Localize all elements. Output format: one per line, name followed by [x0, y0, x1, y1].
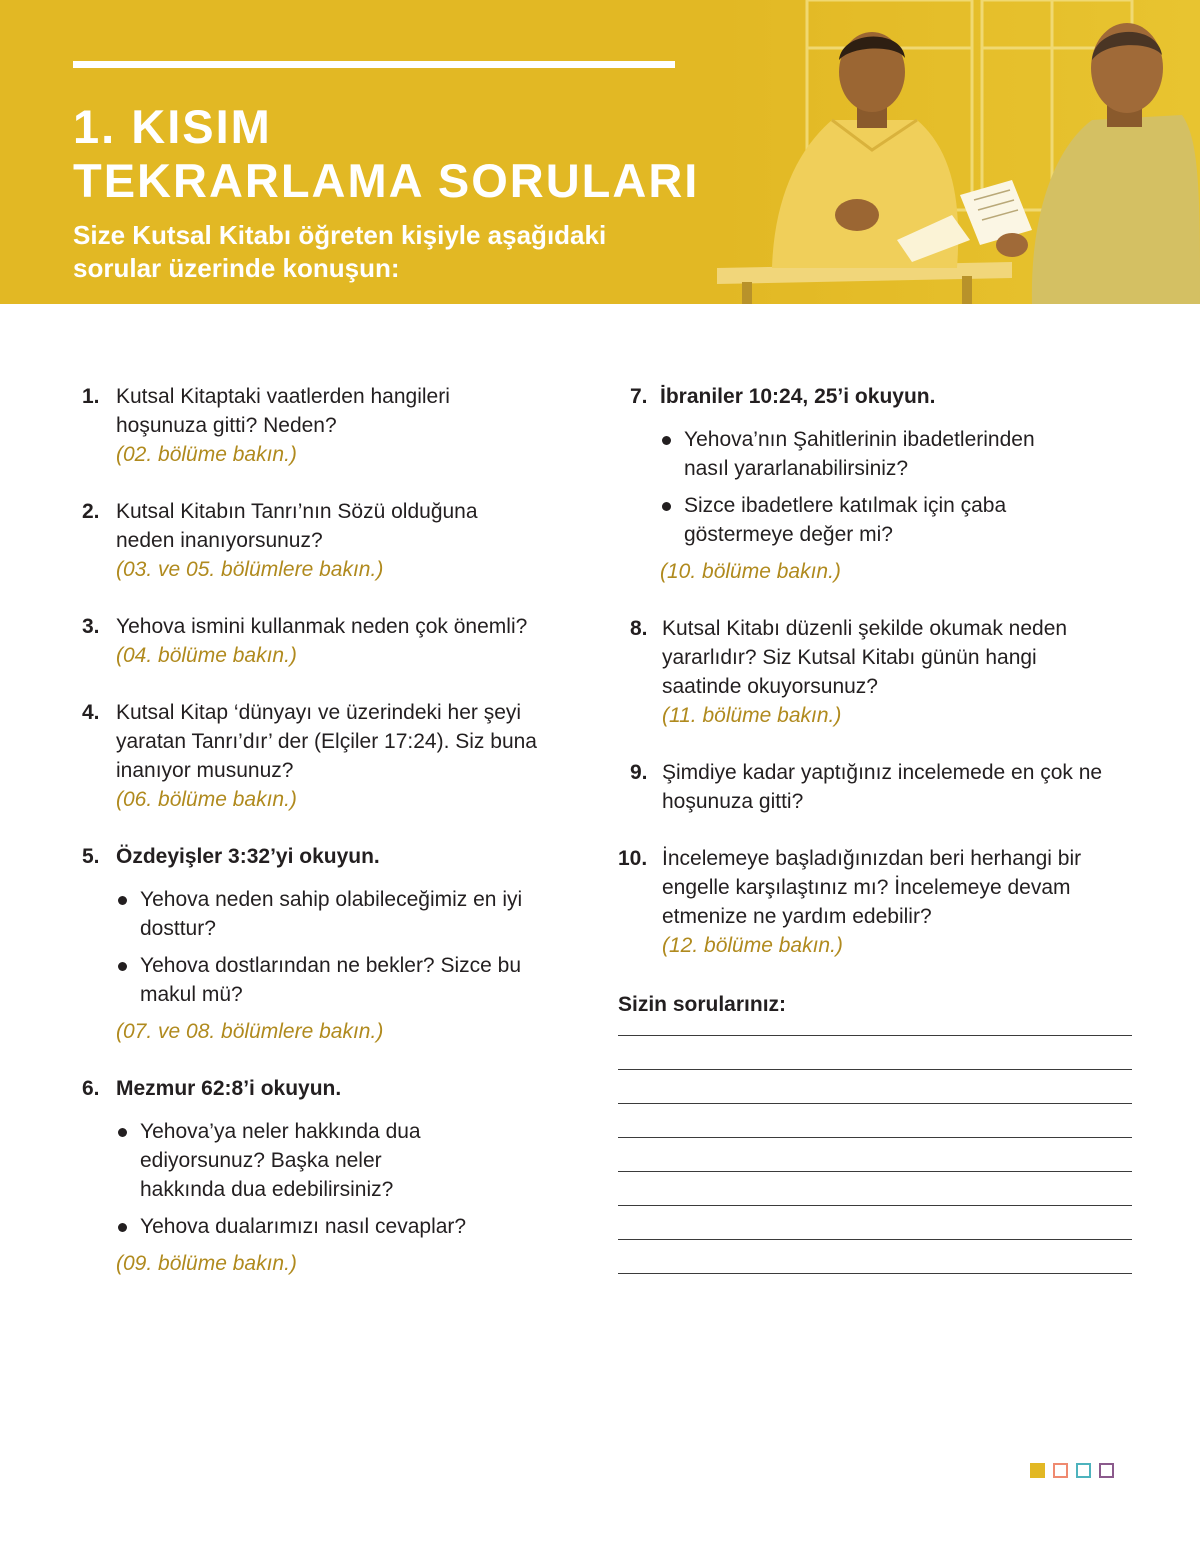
question-reference: (04. bölüme bakın.)	[116, 644, 297, 667]
bullet-item: Yehova’ya neler hakkında dua ediyorsunuz? Başka neler hakkında dua edebilirsiniz?	[116, 1117, 440, 1204]
question-text: Kutsal Kitap ‘dünyayı ve üzerindeki her şeyi yaratan Tanrı’dır’ der (Elçiler 17:24). Siz buna inanıyor musunuz?	[116, 701, 537, 782]
question-5	[82, 842, 582, 1046]
square-outline-icon	[1099, 1463, 1114, 1478]
question-text: Özdeyişler 3:32’yi okuyun.	[116, 845, 380, 868]
question-reference: (12. bölüme bakın.)	[662, 934, 843, 957]
question-number: 10.	[618, 847, 648, 870]
question-7	[618, 382, 1138, 586]
your-questions-title: Sizin sorularınız:	[618, 993, 787, 1016]
question-text: İbraniler 10:24, 25’i okuyun.	[660, 385, 936, 408]
square-outline-icon	[1053, 1463, 1068, 1478]
question-number: 4.	[82, 701, 100, 724]
question-2	[82, 497, 582, 584]
question-text: Kutsal Kitabı düzenli şekilde okumak neden yararlıdır? Siz Kutsal Kitabı günün hangi saatinde okuyorsunuz?	[662, 617, 1068, 698]
writing-line[interactable]	[618, 1273, 1132, 1274]
questions-right-column	[618, 382, 1138, 1274]
writing-line[interactable]	[618, 1103, 1132, 1104]
bullet-item: Yehova dostlarından ne bekler? Sizce bu makul mü?	[116, 951, 582, 1009]
writing-line[interactable]	[618, 1171, 1132, 1172]
page-title	[73, 100, 699, 208]
question-reference: (11. bölüme bakın.)	[662, 704, 842, 727]
question-text: İncelemeye başladığınızdan beri herhangi bir engelle karşılaştınız mı? İncelemeye devam etmenize ne yardım edebilir?	[662, 847, 1082, 928]
your-questions-lines	[618, 1035, 1138, 1274]
question-6	[82, 1074, 582, 1278]
header-banner	[0, 0, 1200, 304]
question-8	[618, 614, 1138, 730]
study-illustration	[712, 0, 1200, 304]
question-1	[82, 382, 582, 469]
progress-squares	[1030, 1463, 1114, 1478]
question-reference: (03. ve 05. bölümlere bakın.)	[116, 558, 384, 581]
question-number: 2.	[82, 500, 100, 523]
question-number: 8.	[630, 617, 648, 640]
question-9	[618, 758, 1138, 816]
bullet-item: Yehova dualarımızı nasıl cevaplar?	[116, 1212, 582, 1241]
writing-line[interactable]	[618, 1205, 1132, 1206]
page-subtitle: Size Kutsal Kitabı öğreten kişiyle aşağıdaki sorular üzerinde konuşun:	[73, 220, 607, 283]
question-3	[82, 612, 582, 670]
question-text: Kutsal Kitaptaki vaatlerden hangileri hoşunuza gitti? Neden?	[116, 385, 450, 437]
writing-line[interactable]	[618, 1035, 1132, 1036]
question-number: 7.	[630, 385, 648, 408]
writing-line[interactable]	[618, 1137, 1132, 1138]
question-reference: (06. bölüme bakın.)	[116, 788, 297, 811]
question-reference: (02. bölüme bakın.)	[116, 443, 297, 466]
header-rule	[73, 61, 675, 68]
square-filled-icon	[1030, 1463, 1045, 1478]
bullet-item: Yehova neden sahip olabileceğimiz en iyi dosttur?	[116, 885, 582, 943]
question-text: Yehova ismini kullanmak neden çok önemli?	[116, 615, 528, 638]
question-bullets	[116, 1117, 582, 1241]
question-reference: (10. bölüme bakın.)	[660, 560, 841, 583]
bullet-item: Sizce ibadetlere katılmak için çaba göstermeye değer mi?	[660, 491, 1084, 549]
page-title-line1: 1. KISIM	[73, 100, 272, 153]
page-title-line2: TEKRARLAMA SORULARI	[73, 154, 700, 207]
question-number: 1.	[82, 385, 100, 408]
questions-left-column	[82, 382, 582, 1278]
bullet-item: Yehova’nın Şahitlerinin ibadetlerinden nasıl yararlanabilirsiniz?	[660, 425, 1084, 483]
question-bullets	[660, 425, 1138, 549]
question-4	[82, 698, 582, 814]
question-reference: (09. bölüme bakın.)	[116, 1252, 297, 1275]
question-text: Kutsal Kitabın Tanrı’nın Sözü olduğuna neden inanıyorsunuz?	[116, 500, 478, 552]
question-10	[618, 844, 1138, 960]
square-outline-icon	[1076, 1463, 1091, 1478]
question-text: Şimdiye kadar yaptığınız incelemede en çok ne hoşunuza gitti?	[662, 761, 1103, 813]
question-text: Mezmur 62:8’i okuyun.	[116, 1077, 342, 1100]
question-number: 5.	[82, 845, 100, 868]
question-number: 3.	[82, 615, 100, 638]
question-number: 6.	[82, 1077, 100, 1100]
writing-line[interactable]	[618, 1069, 1132, 1070]
question-number: 9.	[630, 761, 648, 784]
writing-line[interactable]	[618, 1239, 1132, 1240]
question-reference: (07. ve 08. bölümlere bakın.)	[116, 1020, 384, 1043]
question-bullets	[116, 885, 582, 1009]
